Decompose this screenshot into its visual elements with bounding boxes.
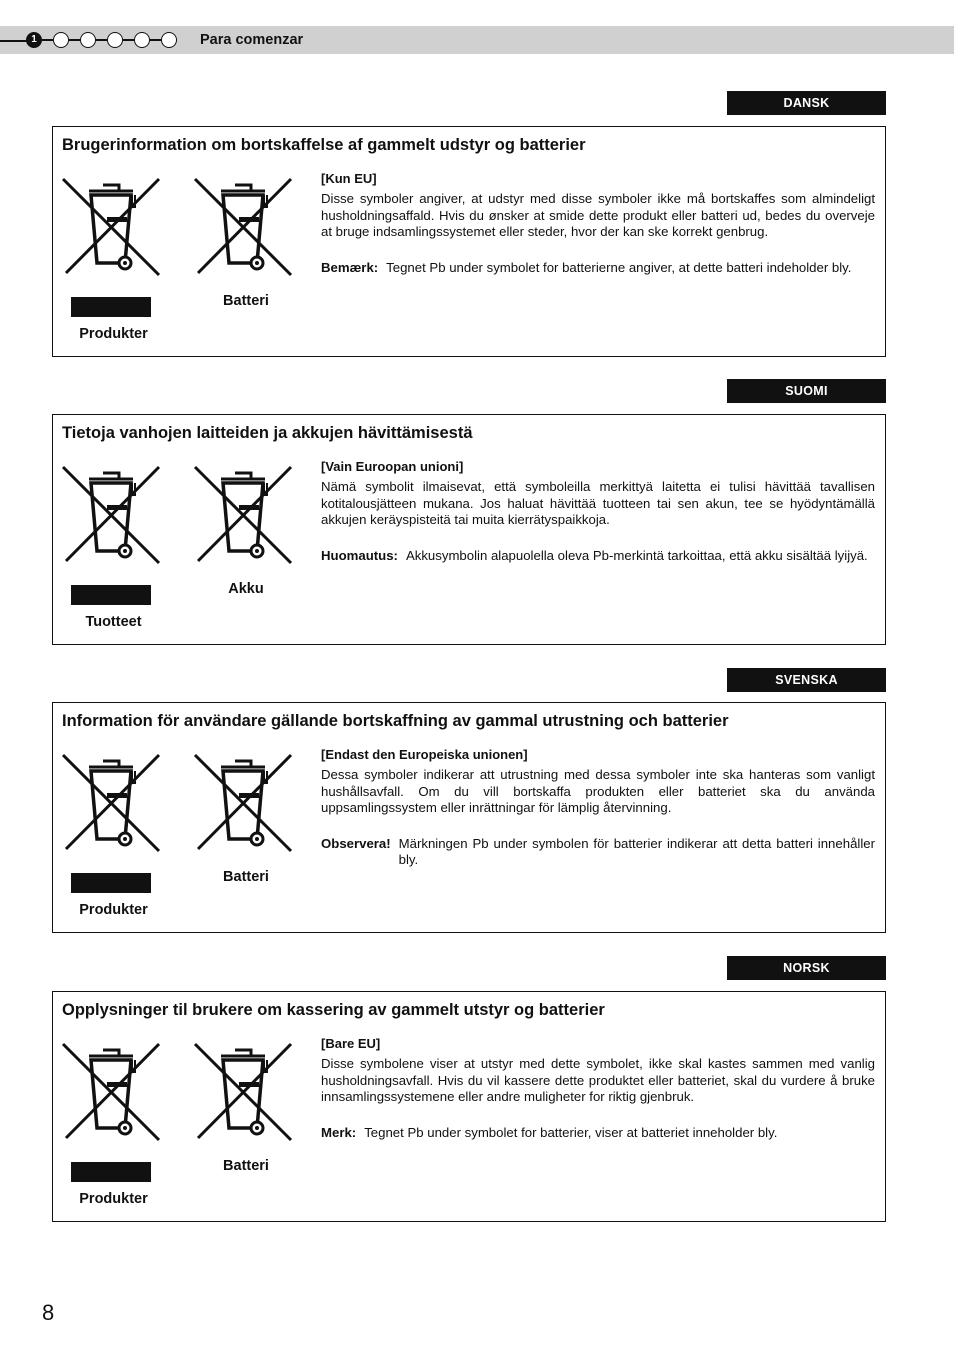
chapter-step-5 (134, 32, 150, 48)
pb-marking-bar (71, 585, 151, 605)
body-paragraph: Nämä symbolit ilmaisevat, että symboleilla merkittyä laitetta ei tulisi hävittää tavallisen kotitalousjätteen mukana. Jos haluat hävittää tuotteen tai sen akun, tee se hyödyntämällä akkujen keräyspisteitä tai muita kierrätyspaikkoja. (321, 479, 875, 527)
crossed-bin-icon (193, 749, 293, 857)
crossed-bin-icon (61, 1038, 161, 1146)
body-paragraph: Disse symboler angiver, at udstyr med disse symboler ikke må bortskaffes som almindeligt husholdningsaffald. Hvis du ønsker at smide dette produkt eller batteri ud, bedes du overveje at bruge indsamlingssystemet eller steder, hvor der kan ske korrekt genbrug. (321, 191, 875, 239)
note-text: Tegnet Pb under symbolet for batterier, viser at batteriet inneholder bly. (364, 1125, 778, 1141)
battery-label: Batteri (223, 1158, 269, 1174)
language-tag: NORSK (727, 956, 886, 980)
note-label: Observera! (321, 836, 391, 852)
page-number: 8 (42, 1300, 55, 1325)
chapter-step-6 (161, 32, 177, 48)
note-text: Tegnet Pb under symbolet for batterierne angiver, at dette batteri indeholder bly. (386, 260, 852, 276)
section-text (321, 171, 875, 276)
crossed-bin-icon (61, 749, 161, 857)
note-text: Märkningen Pb under symbolen för batterier indikerar att detta batteri innehåller bly. (398, 836, 875, 868)
pb-marking-bar (71, 1162, 151, 1182)
section-title: Information för användare gällande bortskaffning av gammal utrustning och batterier (62, 712, 729, 730)
disposal-info-section (52, 126, 886, 357)
disposal-info-section (52, 991, 886, 1222)
note (321, 548, 875, 564)
disposal-info-section (52, 414, 886, 645)
section-text (321, 747, 875, 869)
section-title: Brugerinformation om bortskaffelse af gammelt udstyr og batterier (62, 136, 586, 154)
note (321, 1125, 875, 1141)
scope-label: [Vain Euroopan unioni] (321, 459, 464, 474)
products-label: Produkter (79, 1191, 148, 1207)
scope-label: [Kun EU] (321, 171, 377, 186)
chapter-progress (26, 30, 177, 50)
products-label: Produkter (79, 902, 148, 918)
crossed-bin-icon (193, 173, 293, 281)
scope-label: [Endast den Europeiska unionen] (321, 747, 528, 762)
battery-label: Batteri (223, 869, 269, 885)
section-title: Opplysninger til brukere om kassering av gammelt utstyr og batterier (62, 1001, 605, 1019)
crossed-bin-icon (193, 461, 293, 569)
note-text: Akkusymbolin alapuolella oleva Pb-merkintä tarkoittaa, että akku sisältää lyijyä. (405, 548, 868, 564)
language-tag: SVENSKA (727, 668, 886, 692)
products-label: Produkter (79, 326, 148, 342)
chapter-title: Para comenzar (200, 32, 304, 48)
battery-label: Batteri (223, 293, 269, 309)
language-tag: SUOMI (727, 379, 886, 403)
note-label: Merk: (321, 1125, 357, 1141)
note (321, 836, 875, 869)
crossed-bin-icon (61, 173, 161, 281)
language-tag: DANSK (727, 91, 886, 115)
note (321, 260, 875, 276)
chapter-step-4 (107, 32, 123, 48)
note-label: Huomautus: (321, 548, 398, 564)
crossed-bin-icon (193, 1038, 293, 1146)
crossed-bin-icon (61, 461, 161, 569)
body-paragraph: Dessa symboler indikerar att utrustning med dessa symboler inte ska hanteras som vanligt hushållsavfall. Om du vill bortskaffa produkten eller batteriet ska du använda uppsamlingssystem eller inrättningar för lämplig återvinning. (321, 767, 875, 815)
scope-label: [Bare EU] (321, 1036, 381, 1051)
pb-marking-bar (71, 297, 151, 317)
section-text (321, 1036, 875, 1141)
disposal-info-section (52, 702, 886, 933)
note-label: Bemærk: (321, 260, 379, 276)
section-text (321, 459, 875, 564)
chapter-step-3 (80, 32, 96, 48)
chapter-step-1: 1 (26, 32, 42, 48)
body-paragraph: Disse symbolene viser at utstyr med dette symbolet, ikke skal kastes sammen med vanlig husholdningsavfall. Hvis du vil kassere dette produktet eller batteriet, skal du vurdere å bruke innsamlingssystemene eller andre muligheter for riktig gjenbruk. (321, 1056, 875, 1104)
pb-marking-bar (71, 873, 151, 893)
section-title: Tietoja vanhojen laitteiden ja akkujen hävittämisestä (62, 424, 473, 442)
chapter-step-2 (53, 32, 69, 48)
battery-label: Akku (228, 581, 264, 597)
products-label: Tuotteet (85, 614, 142, 630)
